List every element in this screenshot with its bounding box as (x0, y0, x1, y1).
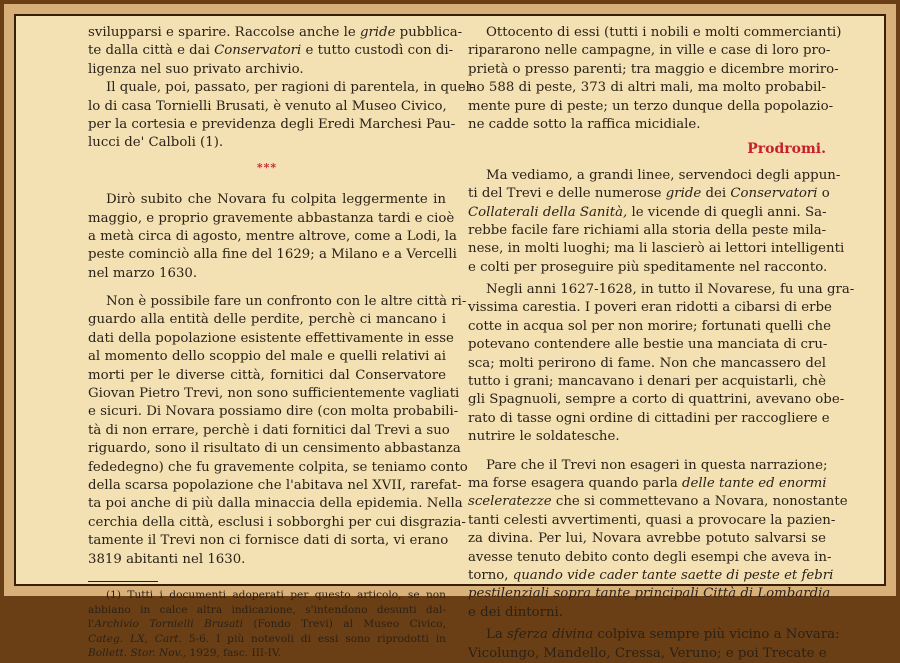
text-line: vissima carestia. I poveri eran ridotti a cibarsi di erbe (468, 300, 832, 316)
text-line: ne cadde sotto la raffica micidiale. (468, 116, 701, 132)
text-line: nel marzo 1630. (88, 265, 198, 281)
text-line: Categ. LX, Cart. 5-6. I più notevoli di essi sono riprodotti in (88, 632, 446, 645)
text-line: mente pure di peste; un terzo dunque della popolazio- (468, 98, 834, 114)
paragraph (88, 24, 463, 79)
paragraph (468, 167, 845, 277)
text-line: e sicuri. Di Novara possiamo dire (con molta probabili- (88, 404, 459, 420)
text-line: 3819 abitanti nel 1630. (88, 551, 246, 567)
text-line: Giovan Pietro Trevi, non sono sufficientemente vagliati (88, 386, 460, 402)
text-line: avesse tenuto debito conto degli esempi che aveva in- (468, 549, 832, 565)
text-line: della scarsa popolazione che l'abitava nel XVII, rarefat- (88, 478, 462, 493)
text-line: rebbe facile fare richiami alla storia della peste mila- (468, 222, 827, 238)
text-line: no 588 di peste, 373 di altri mali, ma molto probabil- (468, 80, 826, 96)
text-line: e dei dintorni. (468, 604, 564, 620)
text-line: cerchia della città, esclusi i sobborghi per cui disgrazia- (88, 514, 466, 530)
text-line: tutto i grani; mancavano i denari per acquistarli, chè (468, 374, 826, 390)
text-line: ti del Trevi e delle numerose gride dei Conservatori o (468, 186, 830, 202)
text-line: abbiano in calce altra indicazione, s'intendono desunti dal- (88, 603, 446, 616)
text-line: tanti celesti avvertimenti, quasi a provocare la pazien- (468, 512, 836, 528)
text-line: sceleratezze che si commettevano a Novara, nonostante (468, 494, 848, 510)
text-line: tà di non errare, perchè i dati fornitici dal Trevi a suo (88, 422, 450, 438)
text-line: Dirò subito che Novara fu colpita leggermente in (106, 192, 446, 208)
text-line: ligenza nel suo privato archivio. (88, 61, 304, 77)
left-column (88, 24, 475, 660)
text-line: lo di casa Tornielli Brusati, è venuto al Museo Civico, (88, 98, 447, 114)
text-line: guardo alla entità delle perdite, perchè ci mancano i (88, 312, 446, 328)
text-line: potevano contendere alle bestie una manciata di cru- (468, 337, 828, 353)
text-line: rato di tasse ogni ordine di cittadini per raccogliere e (468, 410, 830, 426)
document-page (16, 16, 884, 661)
text-line: ripararono nelle campagne, in ville e case di loro pro- (468, 43, 831, 59)
footnote-rule (88, 581, 158, 582)
text-line: e colti per proseguire più speditamente nel racconto. (468, 259, 828, 275)
text-line: Collaterali della Sanità, le vicende di quegli anni. Sa- (468, 204, 827, 220)
text-line: (1) Tutti i documenti adoperati per questo articolo, se non (106, 588, 446, 601)
text-line: Negli anni 1627-1628, in tutto il Novarese, fu una gra- (486, 282, 855, 298)
text-line: pestilenziali sopra tante principali Città di Lombardia (468, 586, 831, 602)
text-line: Pare che il Trevi non esageri in questa narrazione; (486, 457, 828, 473)
section-separator: *** (256, 160, 278, 174)
text-line: La sferza divina colpiva sempre più vicino a Novara: (486, 627, 840, 643)
text-line: gli Spagnuoli, sempre a corto di quattrini, avevano obe- (468, 392, 845, 408)
text-line: ta poi anche di più dalla minaccia della epidemia. Nella (88, 496, 463, 512)
text-line: torno, quando vide cader tante saette di peste et febri (468, 567, 834, 583)
paragraph (88, 79, 475, 153)
paragraph (468, 626, 840, 663)
paragraph (468, 24, 842, 134)
paragraph (468, 457, 848, 623)
text-line: lucci de' Calboli (1). (88, 135, 224, 151)
text-line: za divina. Per lui, Novara avrebbe potuto salvarsi se (468, 531, 826, 547)
text-line: maggio, e proprio gravemente abbastanza tardi e cioè (88, 210, 455, 226)
text-line: tamente il Trevi non ci fornisce dati di sorta, vi erano (88, 533, 449, 549)
text-line: al momento dello scoppio del male e quelli relativi ai (88, 349, 446, 365)
paragraph (468, 281, 855, 447)
text-line: prietà o presso parenti; tra maggio e dicembre moriro- (468, 61, 839, 77)
text-line: te dalla città e dai Conservatori e tutto custodì con di- (88, 43, 454, 59)
text-line: Il quale, poi, passato, per ragioni di parentela, in quel- (106, 80, 475, 96)
text-line: dati della popolazione esistente effettivamente in esse (88, 330, 454, 346)
text-line: svilupparsi e sparire. Raccolse anche le gride pubblica- (88, 25, 463, 40)
text-line: nese, in molti luoghi; ma li lascierò ai lettori intelligenti (468, 241, 845, 257)
text-line: Bollett. Stor. Nov., 1929, fasc. III-IV. (88, 647, 281, 660)
text-line: Non è possibile fare un confronto con le altre città ri- (106, 294, 467, 310)
text-line: cotte in acqua sol per non morire; fortunati quelli che (468, 318, 831, 334)
text-line: sca; molti perirono di fame. Non che mancassero del (468, 355, 826, 371)
paragraph (88, 191, 457, 283)
paragraph (88, 293, 468, 569)
footnote (88, 588, 446, 661)
text-line: per la cortesia e previdenza degli Eredi Marchesi Pau- (88, 116, 456, 132)
section-heading: Prodromi. (747, 141, 826, 158)
text-line: fededegno) che fu gravemente colpita, se teniamo conto (88, 459, 468, 475)
text-line: peste cominciò alla fine del 1629; a Milano e a Vercelli (88, 247, 457, 263)
text-line: Vicolungo, Mandello, Cressa, Veruno; e poi Trecate e (468, 645, 827, 661)
text-line: ma forse esagera quando parla delle tante ed enormi (468, 476, 827, 491)
right-column (468, 24, 855, 661)
text-line: a metà circa di agosto, mentre altrove, come a Lodi, la (88, 228, 457, 244)
text-line: Ma vediamo, a grandi linee, servendoci degli appun- (486, 167, 841, 183)
text-line: morti per le diverse città, fornitici dal Conservatore (88, 367, 446, 383)
text-line: Ottocento di essi (tutti i nobili e molti commercianti) (486, 25, 842, 40)
text-line: riguardo, sono il risultato di un censimento abbastanza (88, 441, 461, 457)
text-line: nutrire le soldatesche. (468, 429, 620, 445)
text-line: l'Archivio Tornielli Brusati (Fondo Trevi) al Museo Civico, (88, 618, 447, 631)
